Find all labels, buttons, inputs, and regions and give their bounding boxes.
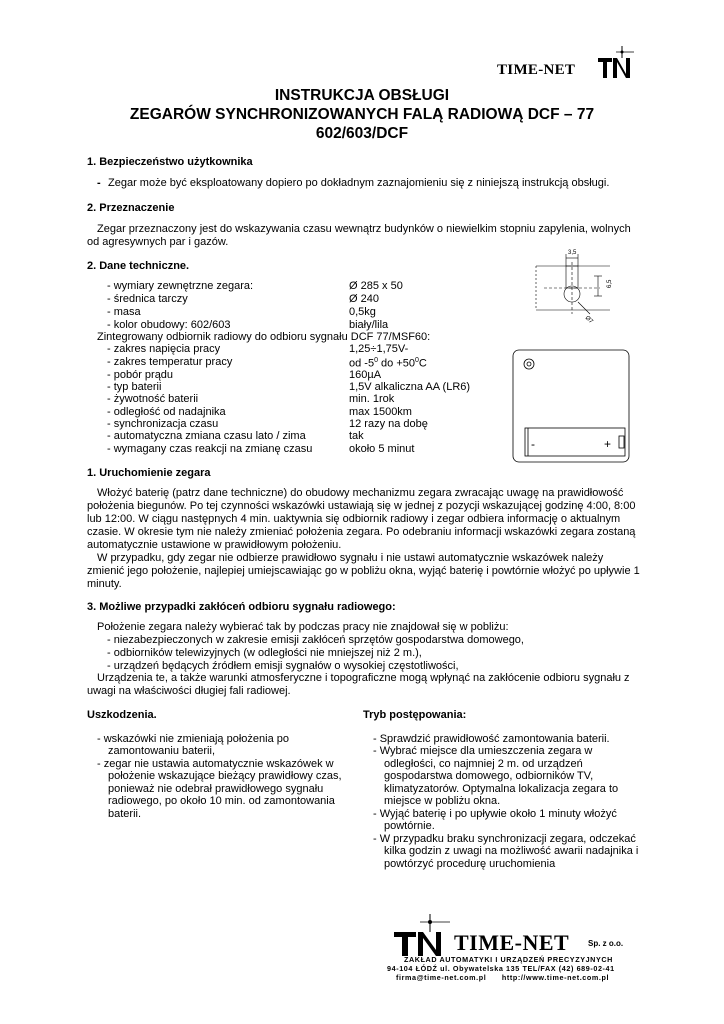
faults-heading: Uszkodzenia. <box>87 709 157 721</box>
procedure-line: odległości, co najmniej 2 m. od urządzeń <box>384 758 583 770</box>
section-startup-line: Włożyć baterię (patrz dane techniczne) do obudowy mechanizmu zegara zwracając uwagę na prawidłowość <box>97 487 624 499</box>
time-net-logo-icon <box>596 44 636 80</box>
footer-address-line: 94-104 ŁÓDŹ ul. Obywatelska 135 TEL/FAX (42) 689-02-41 <box>387 964 615 973</box>
battery-minus-icon: - <box>531 437 535 451</box>
spec-label: - zakres napięcia pracy <box>107 343 221 355</box>
section-startup-line: minuty. <box>87 578 122 590</box>
section-startup-line: czasie. W okresie tym nie należy zmieniać położenia zegara. Po odebraniu informacji wskazówki zegara zostaną <box>87 526 636 538</box>
section-startup-line: położenia biegunów. Po tej czynności wskazówki ustawiają się w jednej z pozycji wskazującej godzinę 4:00, 8:00 <box>87 500 636 512</box>
footer-company-line: ZAKŁAD AUTOMATYKI I URZĄDZEŃ PRECYZYJNYCH <box>404 955 613 964</box>
fault-line: - wskazówki nie zmieniają położenia po <box>97 733 289 745</box>
procedure-line: gospodarstwa domowego, odbiorników TV, <box>384 770 594 782</box>
spec-label: - odległość od nadajnika <box>107 406 226 418</box>
section-purpose-line-1: Zegar przeznaczony jest do wskazywania czasu wewnątrz budynków o niewielkim stopniu zapylenia, wolnych <box>97 223 631 235</box>
section-safety-heading: 1. Bezpieczeństwo użytkownika <box>87 156 253 168</box>
spec-label: - wymagany czas reakcji na zmianę czasu <box>107 443 313 455</box>
procedure-line: - W przypadku braku synchronizacji zegara, odczekać <box>373 833 636 845</box>
spec-value: 12 razy na dobę <box>349 418 428 430</box>
spec-value: tak <box>349 430 364 442</box>
fault-line: radiowego, po około 10 min. od zamontowania <box>108 795 335 807</box>
section-startup-heading: 1. Uruchomienie zegara <box>87 467 211 479</box>
battery-plus-icon: + <box>604 437 612 451</box>
title-line-3: 602/603/DCF <box>315 125 409 142</box>
spec-label: - typ baterii <box>107 381 162 393</box>
footer-contact-line: firma@time-net.com.pl http://www.time-net.com.pl <box>396 973 610 982</box>
spec-value: max 1500km <box>349 406 412 418</box>
spec-label: - zakres temperatur pracy <box>107 356 233 368</box>
title-line-1: INSTRUKCJA OBSŁUGI <box>274 87 450 104</box>
mounting-hole-diagram <box>528 248 628 328</box>
spec-value: min. 1rok <box>349 393 395 405</box>
section-interference-heading: 3. Możliwe przypadki zakłóceń odbioru sygnału radiowego: <box>87 601 396 613</box>
dimension-width: 3,5 <box>568 250 577 256</box>
footer-logo-icon <box>392 912 452 958</box>
procedure-line: kilka godzin z uwagi na możliwość awarii nadajnika i <box>384 845 639 857</box>
dimension-diameter: Ø7 <box>583 315 594 326</box>
spec-value: 1,5V alkaliczna AA (LR6) <box>349 381 471 393</box>
spec-value-temperature: od $-5^0$ do $+50^0C$ <box>349 357 427 370</box>
spec-receiver-line: Zintegrowany odbiornik radiowy do odbioru sygnału DCF 77/MSF60: <box>97 331 431 343</box>
section-interference-line: - odbiorników telewizyjnych (w odległości nie mniejszej niż 2 m.), <box>107 647 422 659</box>
spec-label: - średnica tarczy <box>107 293 188 305</box>
fault-line: położenie wskazujące bieżący prawidłowy czas, <box>108 770 342 782</box>
section-safety-bullet: - <box>97 177 101 189</box>
section-purpose-heading: 2. Przeznaczenie <box>87 202 175 214</box>
battery-compartment-diagram <box>511 348 631 464</box>
footer-company-suffix: Sp. z o.o. <box>588 939 624 948</box>
spec-label: - żywotność baterii <box>107 393 199 405</box>
spec-value: około 5 minut <box>349 443 415 455</box>
procedure-line: - Sprawdzić prawidłowość zamontowania baterii. <box>373 733 610 745</box>
section-interference-line: uwagi na właściwości długiej fali radiowej. <box>87 685 291 697</box>
section-interference-line: - niezabezpieczonych w zakresie emisji zakłóceń sprzętów gospodarstwa domowego, <box>107 634 524 646</box>
section-specs-heading: 2. Dane techniczne. <box>87 260 190 272</box>
spec-value: biały/lila <box>349 319 389 331</box>
procedure-line: powtórnie. <box>384 820 435 832</box>
section-startup-line: zmienić jego położenie, najlepiej umiejscawiając go w pobliżu okna, wyjąć baterię i powtórnie włożyć po upływie 1 <box>87 565 640 577</box>
spec-label: - pobór prądu <box>107 369 174 381</box>
section-purpose-line-2: od agresywnych par i gazów. <box>87 236 229 248</box>
fault-line: zamontowaniu baterii, <box>108 745 216 757</box>
procedure-line: klimatyzatorów. Optymalna lokalizacja zegara to <box>384 783 619 795</box>
spec-label: - wymiary zewnętrzne zegara: <box>107 280 254 292</box>
dimension-height: 6,5 <box>607 279 613 288</box>
spec-value: Ø 285 x 50 <box>349 280 403 292</box>
fault-line: - zegar nie ustawia automatycznie wskazówek w <box>97 758 334 770</box>
procedure-line: - Wybrać miejsce dla umieszczenia zegara w <box>373 745 593 757</box>
spec-label: - synchronizacja czasu <box>107 418 219 430</box>
section-startup-line: automatycznie ustawione w prawidłowym położeniu. <box>87 539 342 551</box>
spec-label: - kolor obudowy: 602/603 <box>107 319 231 331</box>
section-startup-line: lub 12:00. W ciągu następnych 4 min. uaktywnia się odbiornik radiowy i zegar odbiera informację o aktualnym <box>87 513 621 525</box>
header-brand: TIME-NET <box>497 62 576 78</box>
procedure-line: powtórzyć procedurę uruchomienia <box>384 858 556 870</box>
section-interference-line: Urządzenia te, a także warunki atmosferyczne i topograficzne mogą wpłynąć na zakłócenie odbioru sygnału z <box>97 672 630 684</box>
section-interference-line: - urządzeń będących źródłem emisji sygnałów o wysokiej częstotliwości, <box>107 660 459 672</box>
spec-label: - automatyczna zmiana czasu lato / zima <box>107 430 306 442</box>
section-interference-line: Położenie zegara należy wybierać tak by podczas pracy nie znajdował się w pobliżu: <box>97 621 509 633</box>
fault-line: ponieważ nie odebrał prawidłowego sygnału <box>108 783 324 795</box>
fault-line: baterii. <box>108 808 142 820</box>
spec-value: 0,5kg <box>349 306 376 318</box>
section-safety-text: Zegar może być eksploatowany dopiero po dokładnym zaznajomieniu się z niniejszą instrukcją obsługi. <box>108 177 610 189</box>
spec-value: 1,25÷1,75V- <box>349 343 409 355</box>
procedure-line: - Wyjąć baterię i po upływie około 1 minuty włożyć <box>373 808 617 820</box>
spec-value: Ø 240 <box>349 293 379 305</box>
spec-value: 160µA <box>349 369 382 381</box>
procedure-heading: Tryb postępowania: <box>363 709 467 721</box>
title-line-2: ZEGARÓW SYNCHRONIZOWANYCH FALĄ RADIOWĄ DCF – 77 <box>129 106 595 123</box>
footer-brand: TIME-NET <box>454 930 570 955</box>
spec-label: - masa <box>107 306 141 318</box>
procedure-line: miejsce w pobliżu okna. <box>384 795 501 807</box>
section-startup-line: W przypadku, gdy zegar nie odbierze prawidłowo sygnału i nie ustawi automatycznie wskazówek należy <box>97 552 604 564</box>
